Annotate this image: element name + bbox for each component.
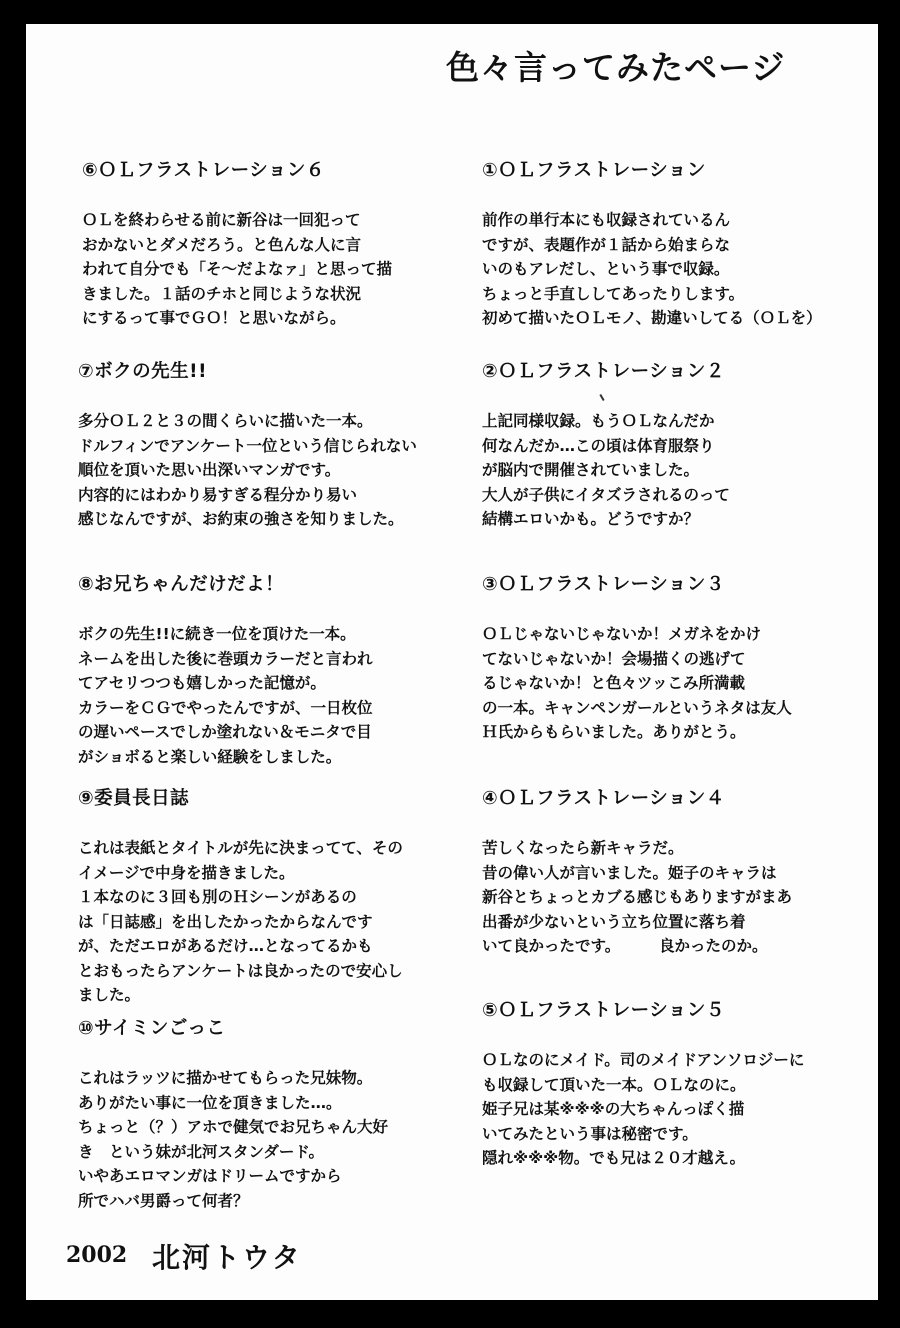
section-line: 感じなんですが、お約束の強さを知りました。 [78, 510, 404, 528]
section-line: 前作の単行本にも収録されているん [482, 211, 731, 229]
section-line: いて良かったです。 良かったのか。 [482, 937, 768, 955]
section-line: がショボると楽しい経験をしました。 [78, 747, 342, 766]
section-line: ネームを出した後に巻頭カラーだと言われ [78, 649, 373, 668]
section-line: 苦しくなったら新キャラだ。 [482, 839, 684, 857]
section-heading: ④ＯＬフラストレーション４ [482, 788, 725, 809]
section-line: 昔の偉い人が言いました。姫子のキャラは [482, 863, 777, 882]
section-heading: ⑤ＯＬフラストレーション５ [482, 1000, 725, 1021]
section-4 [482, 784, 872, 959]
page [26, 24, 878, 1300]
section-line: ちょっと（？）アホで健気でお兄ちゃん大好 [78, 1118, 389, 1136]
section-line: き という妹が北河スタンダード。 [78, 1142, 324, 1161]
section-line: ありがたい事に一位を頂きました…。 [78, 1093, 342, 1112]
section-line: てないじゃないか！会場描くの逃げて [482, 649, 746, 668]
section-line: 内容的にはわかり易すぎる程分かり易い [78, 485, 358, 504]
section-line: 順位を頂いた思い出深いマンガです。 [78, 461, 341, 479]
section-heading: ⑦ボクの先生!! [78, 361, 208, 382]
section-line: 出番が少ないという立ち位置に落ち着 [482, 912, 746, 931]
section-10 [78, 1014, 468, 1213]
section-line: いてみたという事は秘密です。 [482, 1124, 698, 1143]
section-5 [482, 996, 872, 1171]
section-line: これはラッツに描かせてもらった兄妹物。 [78, 1069, 373, 1087]
section-line: とおもったらアンケートは良かったので安心し [78, 961, 403, 980]
section-line: の一本。キャンペンガールというネタは友人 [482, 698, 792, 717]
section-line: きました。１話のチホと同じような状況 [82, 284, 362, 303]
page-title: 色々言ってみたページ [446, 48, 786, 87]
section-line: ＯＬじゃないじゃないか！メガネをかけ [482, 625, 762, 643]
section-heading: ②ＯＬフラストレーション２ [482, 361, 725, 382]
section-line: われて自分でも「そ〜だよなァ」と思って描 [82, 260, 393, 278]
section-7 [78, 357, 468, 532]
section-line: 何なんだか…この頃は体育服祭り [482, 436, 715, 455]
section-line: が脳内で開催されていました。 [482, 461, 700, 479]
section-line: イメージで中身を描きました。 [78, 863, 295, 882]
section-2 [482, 357, 872, 532]
section-line: 結構エロいかも。どうですか？ [482, 510, 700, 528]
section-line: てアセリつつも嬉しかった記憶が。 [78, 674, 326, 692]
section-line: いやあエロマンガはドリームですから [78, 1167, 342, 1185]
section-line: ました。 [78, 986, 141, 1004]
section-line: 大人が子供にイタズラされるのって [482, 485, 730, 504]
section-line: これは表紙とタイトルが先に決まってて、その [78, 839, 403, 857]
section-line: るじゃないか！と色々ツッこみ所満載 [482, 674, 746, 692]
section-line: 所でハバ男爵って何者？ [78, 1191, 249, 1210]
section-line: は「日誌感」を出したかったからなんです [78, 912, 373, 931]
section-heading: ⑥ＯＬフラストレーション６ [82, 160, 325, 181]
section-heading: ①ＯＬフラストレーション [482, 160, 706, 181]
section-line: にするって事でＧＯ！と思いながら。 [82, 309, 346, 327]
section-line: 初めて描いたＯＬモノ、勘違いしてる（ＯＬを） [482, 309, 822, 327]
section-line: １本なのに３回も別のＨシーンがあるの [78, 888, 357, 906]
section-line: 上記同様収録。もうＯＬなんだか [482, 412, 715, 430]
footer-author: 北河トウタ [152, 1241, 302, 1274]
section-line: ですが、表題作が１話から始まらな [482, 235, 731, 254]
section-line: カラーをＣＧでやったんですが、一日枚位 [78, 698, 373, 717]
section-line: ボクの先生!!に続き一位を頂けた一本。 [78, 625, 356, 643]
section-line: 多分ＯＬ２と３の間くらいに描いた一本。 [78, 412, 373, 430]
section-line: ＯＬなのにメイド。司のメイドアンソロジーに [482, 1051, 805, 1069]
section-line: いのもアレだし、という事で収録。 [482, 260, 730, 278]
section-line: おかないとダメだろう。と色んな人に言 [82, 235, 362, 254]
section-3 [482, 570, 872, 745]
section-heading: ⑨委員長日誌 [78, 788, 190, 809]
section-heading: ③ＯＬフラストレーション３ [482, 574, 725, 595]
section-line: が、ただエロがあるだけ…となってるかも [78, 937, 373, 955]
section-line: ドルフィンでアンケート一位という信じられない [78, 436, 417, 455]
section-line: 隠れ※※※物。でも兄は２０才越え。 [482, 1149, 746, 1167]
section-8 [78, 570, 468, 769]
section-line: ちょっと手直ししてあったりします。 [482, 284, 745, 303]
section-heading: ⑩サイミンごっこ [78, 1018, 226, 1039]
section-line: 新谷とちょっとカブる感じもありますがまあ [482, 888, 793, 906]
section-heading: ⑧お兄ちゃんだけだよ！ [78, 574, 285, 595]
section-1 [482, 156, 872, 331]
section-6 [82, 156, 472, 331]
section-line: 姫子兄は某※※※の大ちゃんっぽく描 [482, 1100, 745, 1118]
section-line: Ｈ氏からもらいました。ありがとう。 [482, 723, 746, 741]
footer-year: 2002 [66, 1242, 128, 1268]
section-line: の遅いペースでしか塗れない＆モニタで目 [78, 723, 372, 741]
section-line: ＯＬを終わらせる前に新谷は一回犯って [82, 211, 361, 229]
section-line: も収録して頂いた一本。ＯＬなのに。 [482, 1075, 746, 1094]
section-9 [78, 784, 468, 1008]
